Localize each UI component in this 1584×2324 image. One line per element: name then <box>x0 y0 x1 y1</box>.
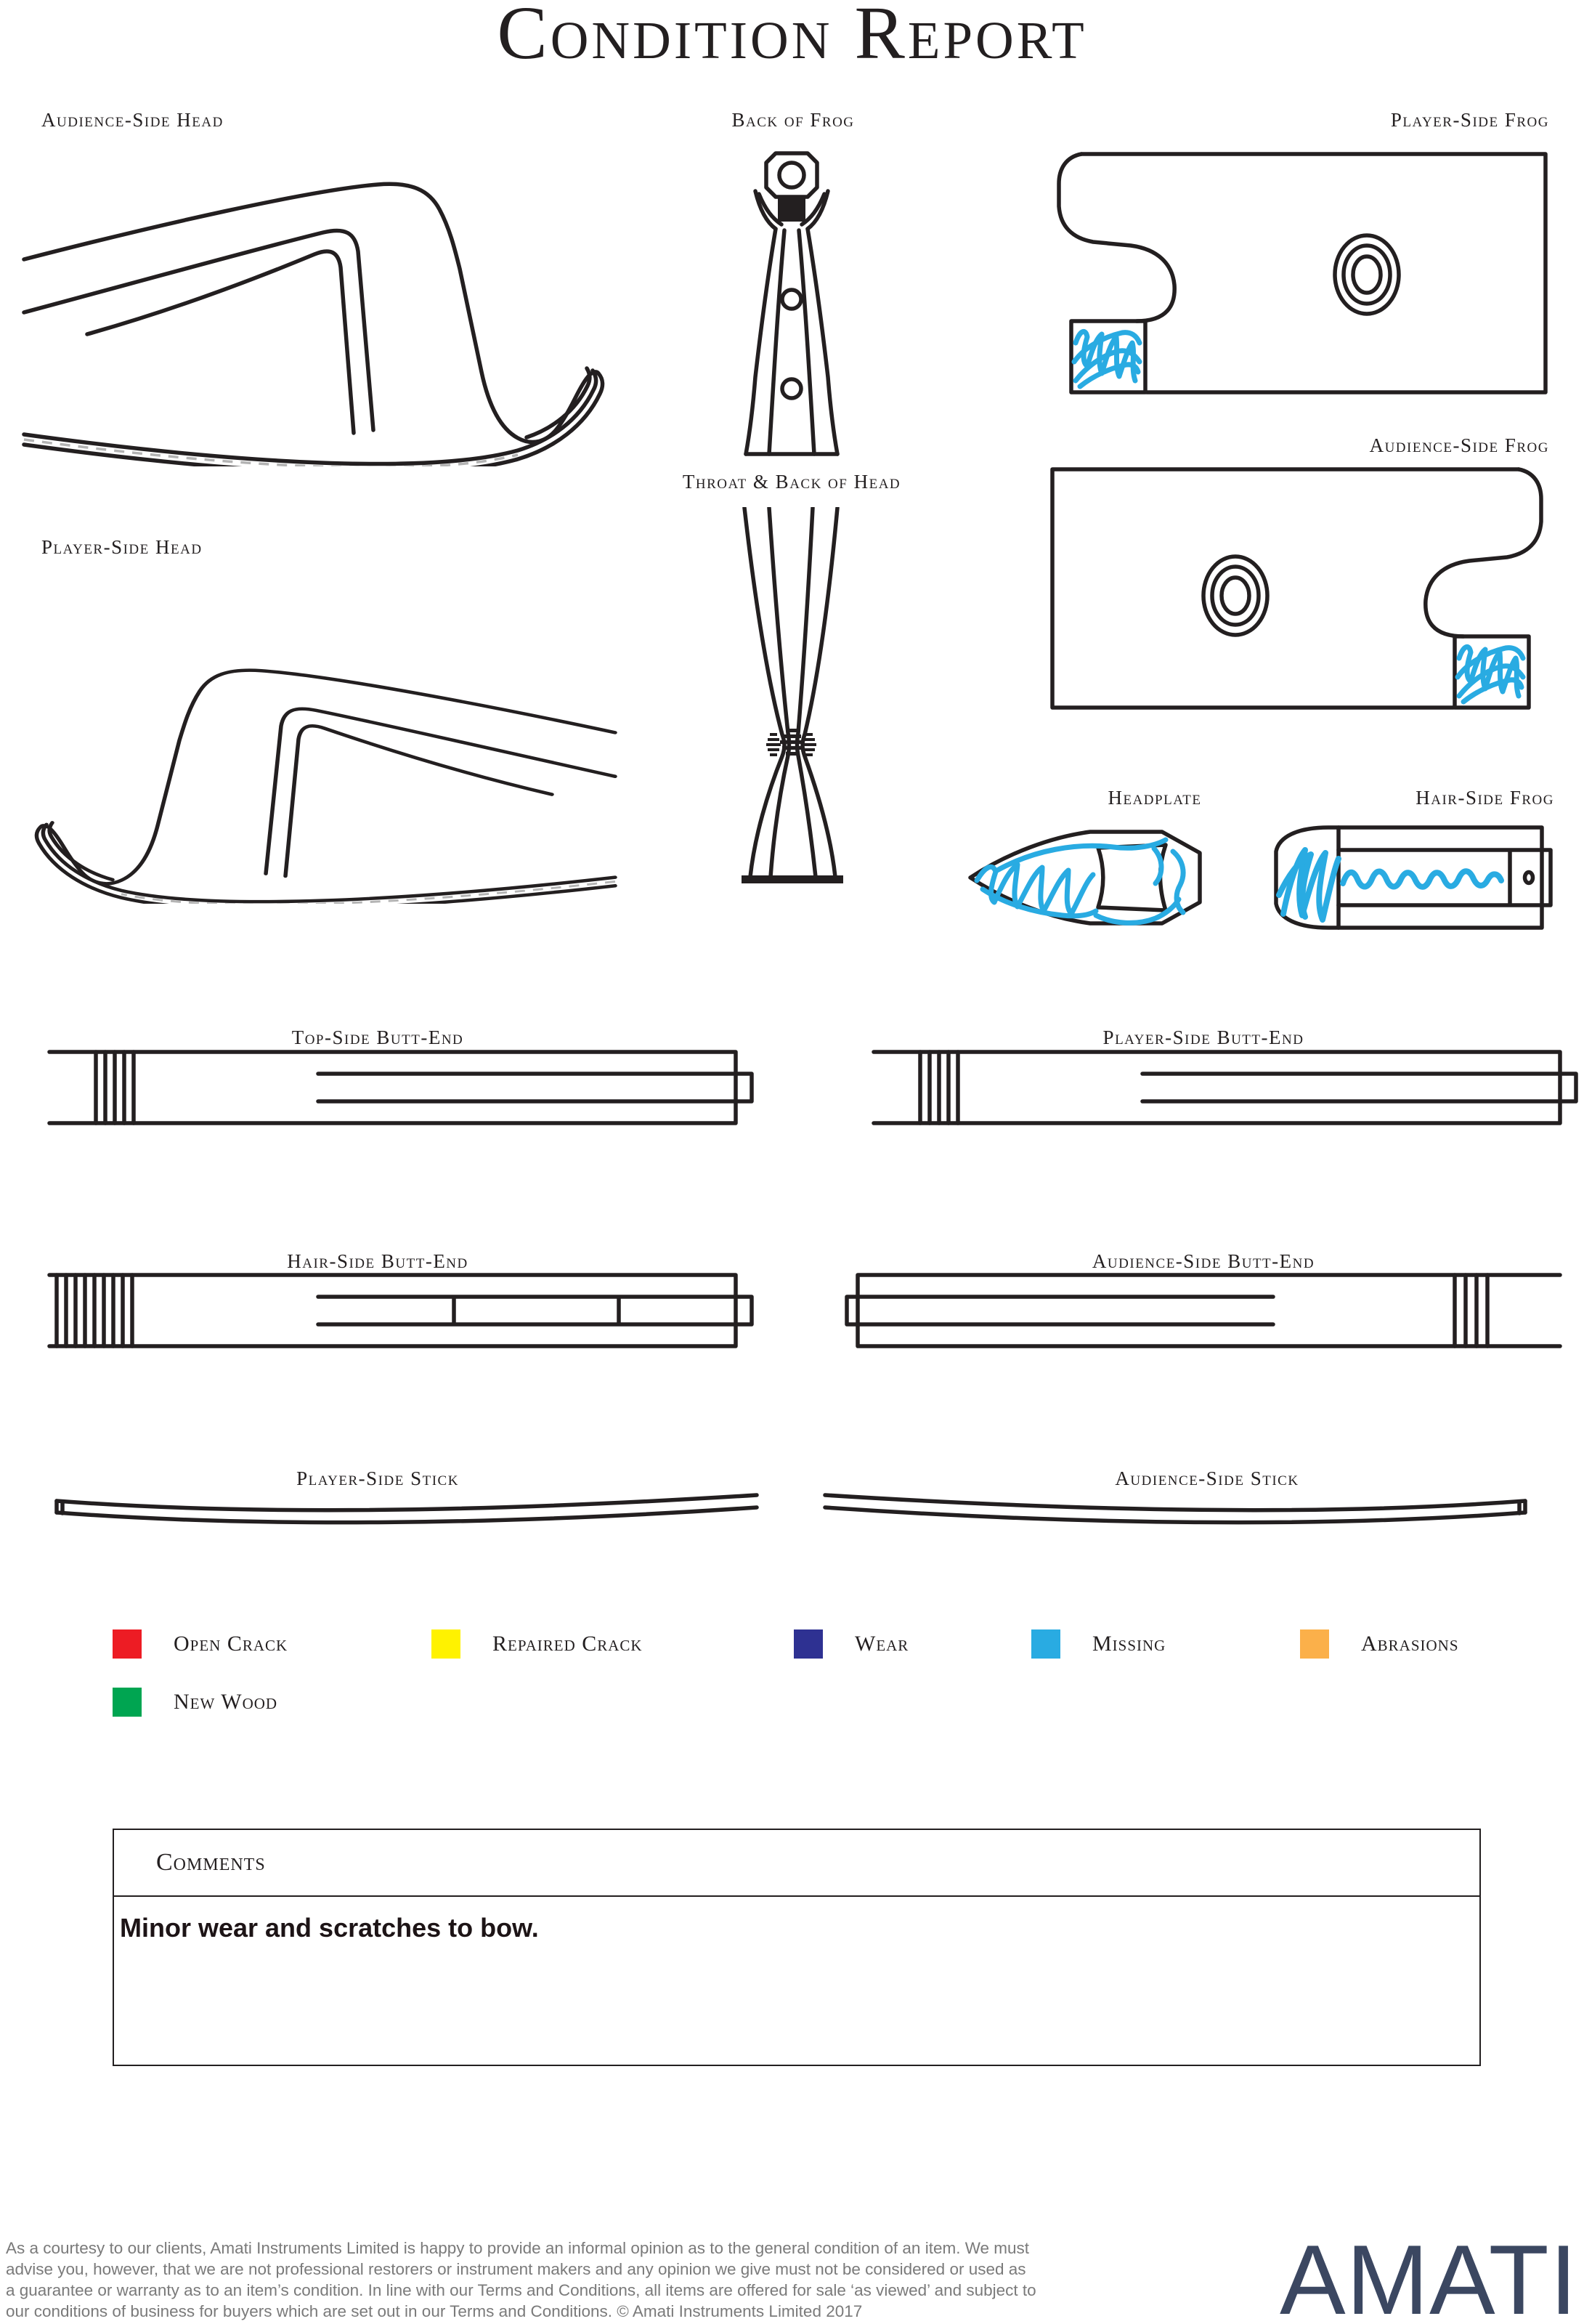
player-side-head-drawing <box>18 633 621 904</box>
hair-side-frog-drawing <box>1257 822 1555 934</box>
label-player-side-head: Player-Side Head <box>41 536 203 558</box>
legend-label: Repaired Crack <box>492 1632 643 1656</box>
footer-line: As a courtesy to our clients, Amati Instruments Limited is happy to provide an informal opinion as to the general condition of an item. We must <box>6 2239 1030 2257</box>
comments-box <box>113 1829 1481 2066</box>
legend-item-new-wood <box>113 1687 277 1717</box>
label-top-side-butt-end: Top-Side Butt-End <box>291 1027 464 1048</box>
back-of-frog-drawing <box>739 150 845 465</box>
comments-header: Comments <box>114 1830 1479 1897</box>
audience-side-head-drawing <box>18 139 621 466</box>
legend-item-repaired-crack <box>431 1629 643 1659</box>
label-player-side-stick: Player-Side Stick <box>296 1467 459 1489</box>
footer-line: our conditions of business for buyers which are set out in our Terms and Conditions. © Amati Instruments Limited 2017 <box>6 2302 863 2320</box>
abrasions-swatch <box>1300 1629 1329 1659</box>
new-wood-swatch <box>113 1688 142 1717</box>
hair-side-butt-end-drawing <box>20 1270 754 1351</box>
missing-swatch <box>1031 1629 1060 1659</box>
legend-item-open-crack <box>113 1629 288 1659</box>
legend-label: Wear <box>855 1632 909 1656</box>
legend-label: Abrasions <box>1361 1632 1459 1656</box>
label-back-of-frog: Back of Frog <box>731 109 855 131</box>
headplate-drawing <box>968 822 1208 934</box>
waist-hatch-marks <box>766 729 816 756</box>
comments-text: Minor wear and scratches to bow. <box>120 1913 539 1943</box>
label-player-side-frog: Player-Side Frog <box>1390 109 1549 131</box>
player-side-stick-drawing <box>24 1491 759 1529</box>
legend-item-missing <box>1031 1629 1166 1659</box>
audience-side-butt-end-drawing <box>845 1270 1578 1351</box>
legend-item-wear <box>794 1629 909 1659</box>
player-side-frog-drawing <box>1051 150 1552 397</box>
player-side-butt-end-drawing <box>845 1047 1578 1128</box>
open-crack-swatch <box>113 1629 142 1659</box>
label-audience-side-butt-end: Audience-Side Butt-End <box>1092 1250 1315 1272</box>
audience-side-frog-drawing <box>1048 465 1549 712</box>
label-throat-back-of-head: Throat & Back of Head <box>682 471 901 493</box>
label-audience-side-frog: Audience-Side Frog <box>1369 434 1549 456</box>
throat-back-of-head-drawing <box>723 507 861 895</box>
label-hair-side-butt-end: Hair-Side Butt-End <box>287 1250 468 1272</box>
label-audience-side-head: Audience-Side Head <box>41 109 224 131</box>
label-hair-side-frog: Hair-Side Frog <box>1416 787 1554 809</box>
wear-swatch <box>794 1629 823 1659</box>
footer-line: a guarantee or warranty as to an item’s condition. In line with our Terms and Conditions, all items are offered for sale ‘as viewed’ and subject to <box>6 2281 1036 2299</box>
label-player-side-butt-end: Player-Side Butt-End <box>1102 1027 1304 1048</box>
label-headplate: Headplate <box>1108 787 1202 809</box>
legend-label: Open Crack <box>174 1632 288 1656</box>
legend-label: New Wood <box>174 1690 278 1714</box>
top-side-butt-end-drawing <box>20 1047 754 1128</box>
legend-label: Missing <box>1092 1632 1166 1656</box>
audience-side-stick-drawing <box>823 1491 1558 1529</box>
repaired-crack-swatch <box>431 1629 460 1659</box>
footer-disclaimer <box>6 2238 1211 2322</box>
legend-item-abrasions <box>1300 1629 1459 1659</box>
footer-line: advise you, however, that we are not professional restorers or instrument makers and any opinion we give must not be considered or used as <box>6 2260 1026 2278</box>
label-audience-side-stick: Audience-Side Stick <box>1115 1467 1299 1489</box>
page-title: Condition Report <box>497 0 1087 75</box>
amati-logo: AMATI <box>1280 2224 1578 2324</box>
